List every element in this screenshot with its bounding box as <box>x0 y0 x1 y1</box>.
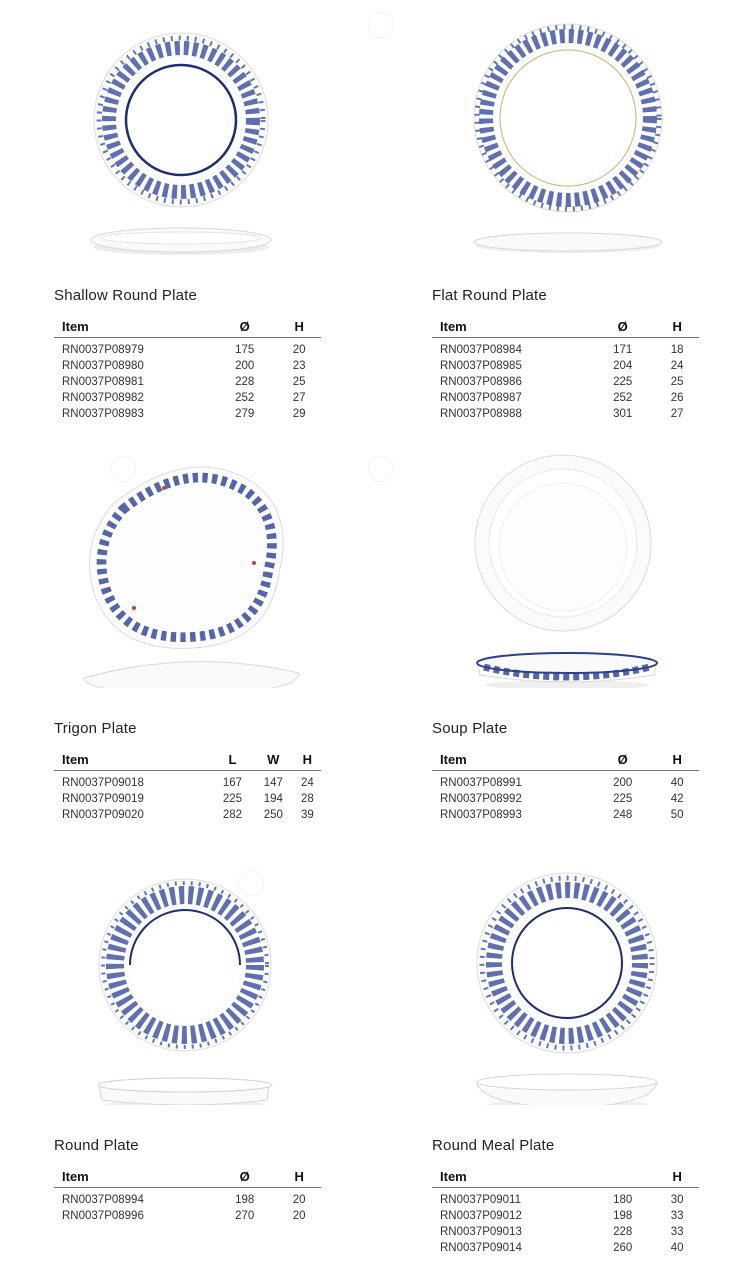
item-code-cell: RN0037P09012 <box>440 1210 522 1222</box>
column-header: Item <box>54 748 212 771</box>
table-row <box>432 1224 699 1240</box>
dimension-cell: 20 <box>292 1194 306 1206</box>
product-title: Shallow Round Plate <box>54 287 198 304</box>
dimension-cell: 198 <box>613 1210 633 1222</box>
table-row <box>54 390 321 406</box>
dimension-cell: 171 <box>613 344 633 356</box>
dimension-cell: 200 <box>235 360 255 372</box>
product-spec-table <box>432 748 699 823</box>
product-spec-table <box>432 315 699 422</box>
dimension-cell: 198 <box>235 1194 255 1206</box>
dimension-cell: 270 <box>235 1210 255 1222</box>
dimension-cell: 24 <box>670 360 684 372</box>
column-header: W <box>253 748 294 771</box>
table-row <box>432 374 699 390</box>
item-code-cell: RN0037P09011 <box>440 1194 521 1206</box>
dimension-cell: 40 <box>670 1242 684 1254</box>
dimension-cell: 20 <box>292 1210 306 1222</box>
product-photo <box>432 443 750 688</box>
dimension-cell: 180 <box>613 1194 633 1206</box>
dimension-cell: 50 <box>670 809 684 821</box>
item-code-cell: RN0037P08987 <box>440 392 522 404</box>
dimension-cell: 18 <box>670 344 684 356</box>
dimension-cell: 39 <box>300 809 314 821</box>
column-header: H <box>277 1165 321 1188</box>
product-spec-table <box>432 1165 699 1256</box>
column-header: Item <box>432 1165 590 1188</box>
item-code-cell: RN0037P09019 <box>62 793 144 805</box>
product-spec-table <box>54 315 321 422</box>
item-code-cell: RN0037P08993 <box>440 809 522 821</box>
dimension-cell: 33 <box>670 1210 684 1222</box>
dimension-cell: 301 <box>613 408 633 420</box>
item-code-cell: RN0037P08981 <box>62 376 144 388</box>
dimension-cell: 228 <box>235 376 255 388</box>
table-row <box>54 1188 321 1209</box>
column-header: H <box>294 748 321 771</box>
column-header: H <box>655 1165 699 1188</box>
table-row <box>432 1208 699 1224</box>
dimension-cell: 282 <box>222 809 243 821</box>
table-row <box>432 406 699 422</box>
item-code-cell: RN0037P08991 <box>440 777 522 789</box>
column-header: Item <box>432 315 590 338</box>
dimension-cell: 250 <box>263 809 283 821</box>
dimension-cell: 228 <box>613 1226 633 1238</box>
dimension-cell: 167 <box>222 777 243 789</box>
product-photo <box>54 10 374 255</box>
dimension-cell: 260 <box>613 1242 633 1254</box>
item-code-cell: RN0037P08979 <box>62 344 144 356</box>
dimension-cell: 175 <box>235 344 255 356</box>
dimension-cell: 252 <box>235 392 255 404</box>
product-title: Round Meal Plate <box>432 1137 555 1154</box>
dimension-cell: 26 <box>670 392 684 404</box>
column-header: Ø <box>590 315 655 338</box>
column-header: H <box>277 315 321 338</box>
dimension-cell: 279 <box>235 408 255 420</box>
dimension-cell: 30 <box>670 1194 684 1206</box>
item-code-cell: RN0037P08988 <box>440 408 522 420</box>
dimension-cell: 29 <box>292 408 306 420</box>
table-row <box>432 1188 699 1209</box>
item-code-cell: RN0037P09020 <box>62 809 144 821</box>
table-row <box>432 791 699 807</box>
table-row <box>432 390 699 406</box>
dimension-cell: 33 <box>670 1226 684 1238</box>
dimension-cell: 200 <box>613 777 633 789</box>
column-header: H <box>655 315 699 338</box>
dimension-cell: 20 <box>292 344 306 356</box>
dimension-cell: 27 <box>292 392 306 404</box>
table-row <box>54 338 321 359</box>
table-row <box>54 791 321 807</box>
item-code-cell: RN0037P08992 <box>440 793 522 805</box>
column-header: L <box>212 748 253 771</box>
table-row <box>432 1240 699 1256</box>
dimension-cell: 248 <box>613 809 633 821</box>
table-row <box>432 338 699 359</box>
product-title: Flat Round Plate <box>432 287 547 304</box>
item-code-cell: RN0037P08986 <box>440 376 522 388</box>
item-code-cell: RN0037P08982 <box>62 392 144 404</box>
column-header: Ø <box>212 1165 277 1188</box>
column-header <box>590 1165 655 1188</box>
table-row <box>54 374 321 390</box>
table-row <box>54 807 321 823</box>
item-code-cell: RN0037P08985 <box>440 360 522 372</box>
column-header: Item <box>54 315 212 338</box>
product-photo <box>432 860 750 1105</box>
item-code-cell: RN0037P09018 <box>62 777 144 789</box>
dimension-cell: 225 <box>222 793 243 805</box>
dimension-cell: 24 <box>300 777 314 789</box>
table-row <box>54 406 321 422</box>
table-row <box>54 771 321 792</box>
table-row <box>432 807 699 823</box>
item-code-cell: RN0037P08994 <box>62 1194 144 1206</box>
product-photo <box>54 443 374 688</box>
dimension-cell: 25 <box>292 376 306 388</box>
column-header: Ø <box>590 748 655 771</box>
dimension-cell: 225 <box>613 376 633 388</box>
column-header: Item <box>432 748 590 771</box>
table-row <box>54 1208 321 1224</box>
table-row <box>54 358 321 374</box>
item-code-cell: RN0037P09013 <box>440 1226 522 1238</box>
dimension-cell: 27 <box>670 408 684 420</box>
item-code-cell: RN0037P08980 <box>62 360 144 372</box>
dimension-cell: 204 <box>613 360 633 372</box>
product-title: Soup Plate <box>432 720 508 737</box>
table-row <box>432 771 699 792</box>
column-header: Item <box>54 1165 212 1188</box>
dimension-cell: 194 <box>263 793 283 805</box>
dimension-cell: 25 <box>670 376 684 388</box>
product-spec-table <box>54 748 321 823</box>
product-photo <box>432 10 750 255</box>
dimension-cell: 147 <box>263 777 283 789</box>
dimension-cell: 28 <box>300 793 314 805</box>
dimension-cell: 225 <box>613 793 633 805</box>
item-code-cell: RN0037P08983 <box>62 408 144 420</box>
table-row <box>432 358 699 374</box>
dimension-cell: 23 <box>292 360 306 372</box>
item-code-cell: RN0037P08984 <box>440 344 522 356</box>
product-spec-table <box>54 1165 321 1224</box>
dimension-cell: 40 <box>670 777 684 789</box>
item-code-cell: RN0037P08996 <box>62 1210 144 1222</box>
product-title: Trigon Plate <box>54 720 137 737</box>
item-code-cell: RN0037P09014 <box>440 1242 522 1254</box>
dimension-cell: 252 <box>613 392 633 404</box>
dimension-cell: 42 <box>670 793 684 805</box>
column-header: H <box>655 748 699 771</box>
product-photo <box>54 860 374 1105</box>
product-title: Round Plate <box>54 1137 139 1154</box>
column-header: Ø <box>212 315 277 338</box>
